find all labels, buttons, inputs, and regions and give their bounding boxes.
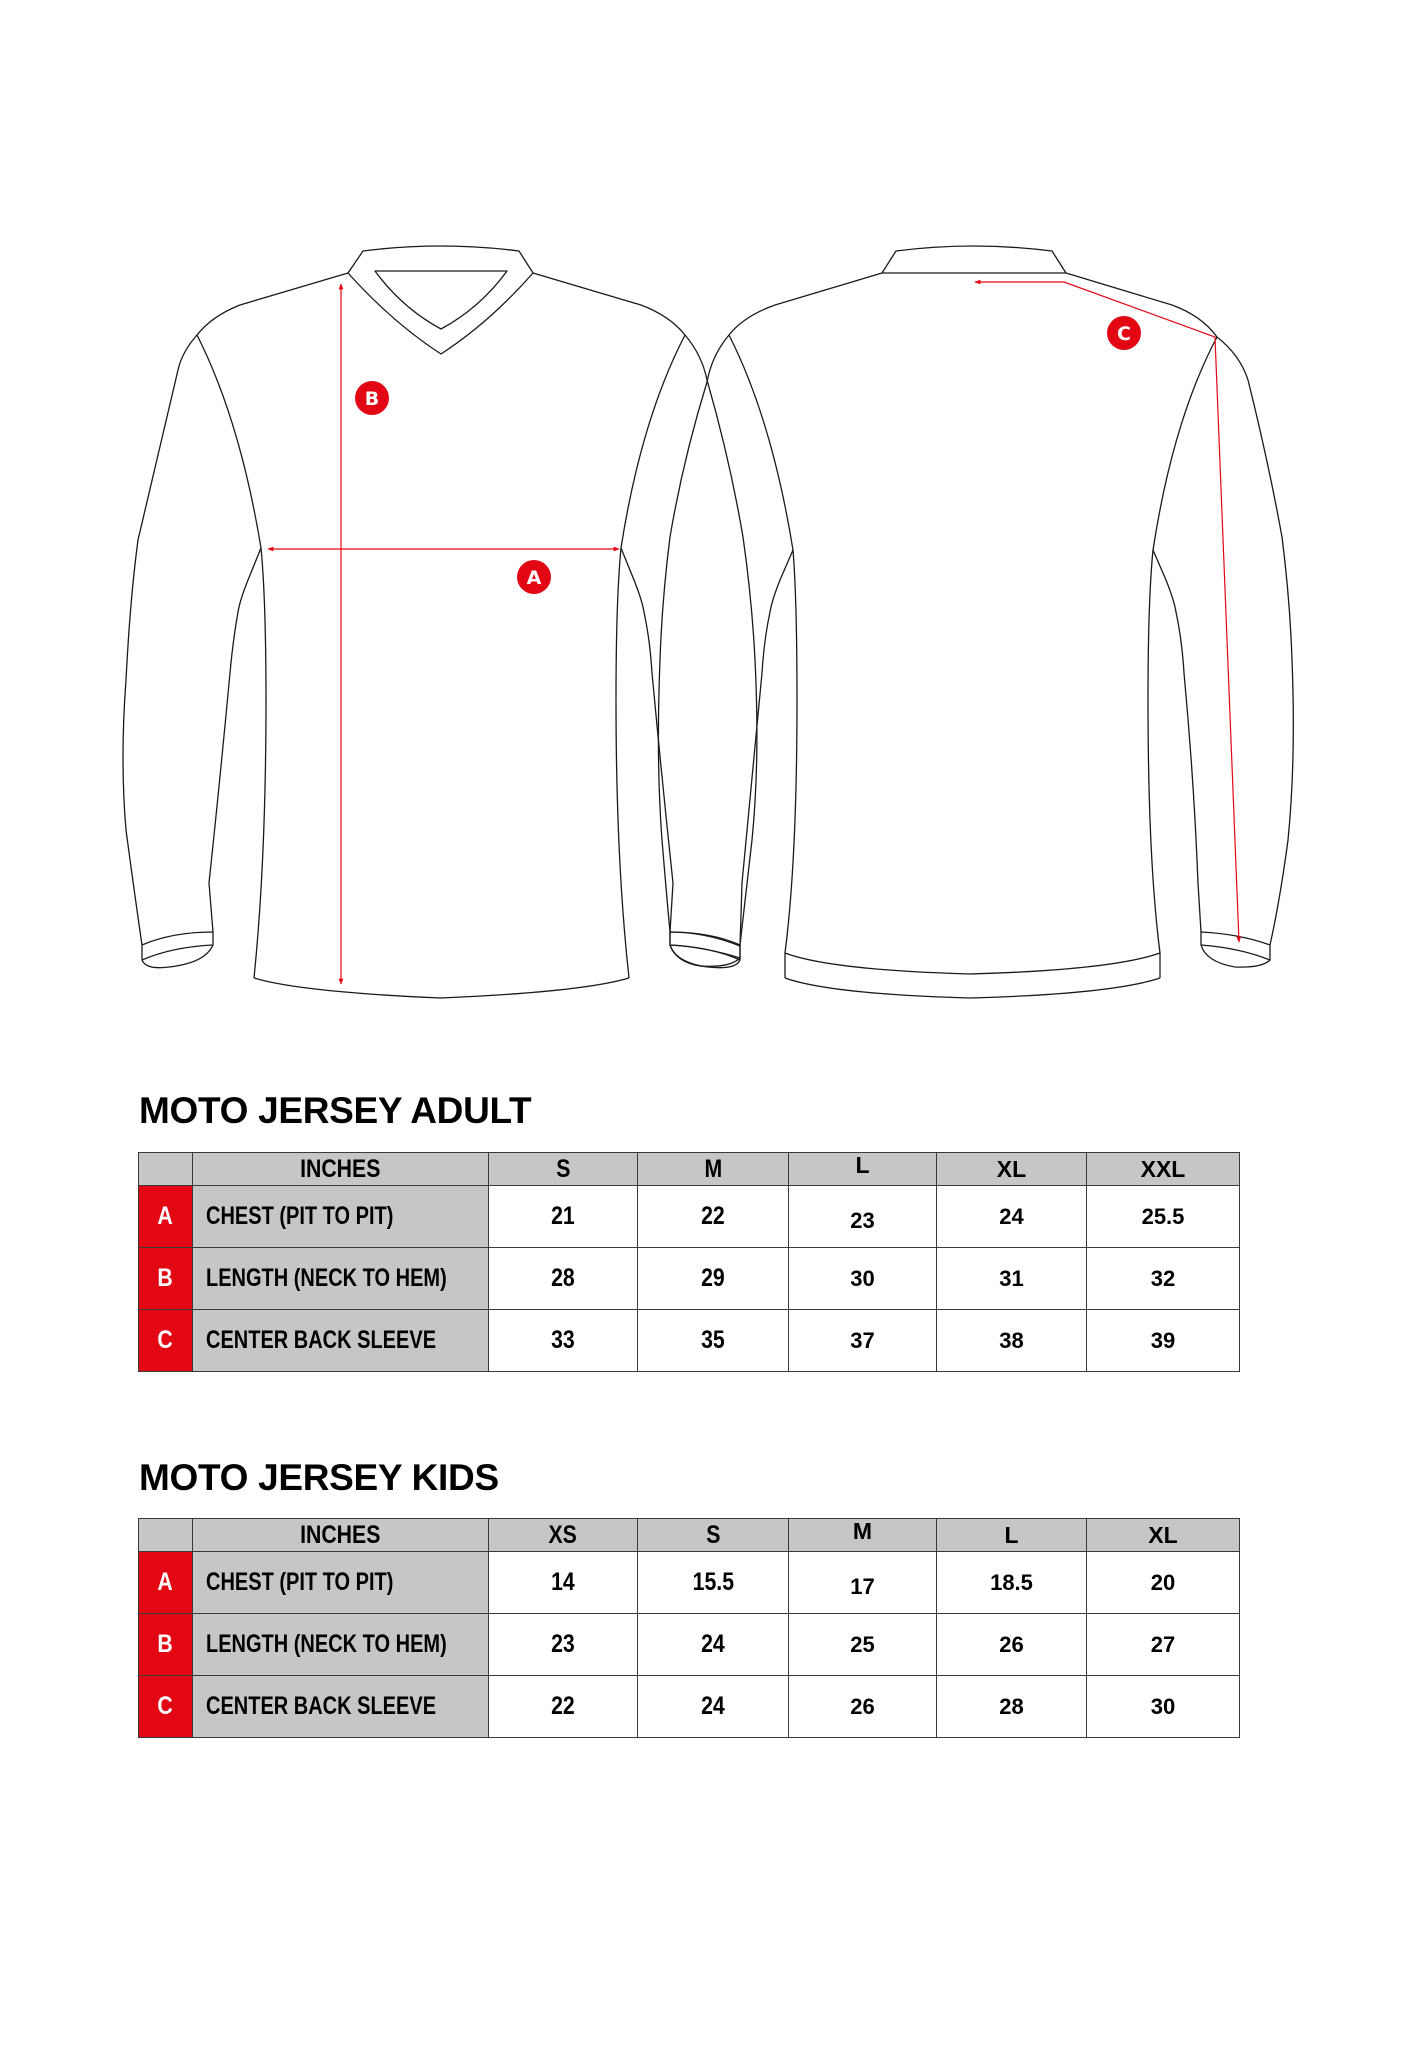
marker-a-badge	[517, 560, 551, 594]
row-label: CENTER BACK SLEEVE	[193, 1676, 489, 1738]
adult-header-size: L	[789, 1153, 937, 1186]
adult-row-sleeve	[139, 1310, 1240, 1372]
cell-value: 30	[1087, 1676, 1240, 1738]
marker-a-label: A	[526, 567, 542, 589]
cell-value: 24	[638, 1614, 789, 1676]
adult-header-size: M	[638, 1153, 789, 1186]
cell-value: 22	[638, 1186, 789, 1248]
kids-header-blank	[139, 1519, 193, 1552]
row-label: LENGTH (NECK TO HEM)	[193, 1614, 489, 1676]
front-hem	[254, 978, 629, 998]
cell-value: 32	[1087, 1248, 1240, 1310]
marker-c-badge	[1107, 316, 1141, 350]
adult-table-title: MOTO JERSEY ADULT	[139, 1090, 532, 1131]
row-letter-badge: B	[139, 1614, 193, 1676]
marker-b-badge	[355, 381, 389, 415]
row-letter-badge: A	[139, 1552, 193, 1614]
row-label: LENGTH (NECK TO HEM)	[193, 1248, 489, 1310]
cell-value: 39	[1087, 1310, 1240, 1372]
row-letter-badge: C	[139, 1676, 193, 1738]
marker-c-label: C	[1117, 323, 1131, 345]
cell-value: 35	[638, 1310, 789, 1372]
adult-row-chest	[139, 1186, 1240, 1248]
cell-value: 23	[489, 1614, 638, 1676]
row-letter-badge: C	[139, 1310, 193, 1372]
cell-value: 33	[489, 1310, 638, 1372]
back-collar	[882, 246, 1066, 273]
row-letter-badge: B	[139, 1248, 193, 1310]
cell-value: 21	[489, 1186, 638, 1248]
cell-value: 28	[489, 1248, 638, 1310]
adult-header-size: XXL	[1087, 1153, 1240, 1186]
front-collar	[348, 246, 533, 354]
kids-size-table	[138, 1518, 1240, 1738]
kids-header-size: S	[638, 1519, 789, 1552]
kids-header-size: M	[789, 1519, 937, 1552]
cell-value: 24	[937, 1186, 1087, 1248]
back-jersey	[658, 246, 1293, 998]
cell-value: 29	[638, 1248, 789, 1310]
cell-value: 26	[789, 1676, 937, 1738]
row-label: CHEST (PIT TO PIT)	[193, 1552, 489, 1614]
cell-value: 25.5	[1087, 1186, 1240, 1248]
cell-value: 31	[937, 1248, 1087, 1310]
marker-b-label: B	[364, 388, 380, 410]
adult-size-table	[138, 1152, 1240, 1372]
front-left-cuff	[142, 932, 213, 968]
cell-value: 25	[789, 1614, 937, 1676]
cell-value: 22	[489, 1676, 638, 1738]
adult-header-size: XL	[937, 1153, 1087, 1186]
row-letter-badge: A	[139, 1186, 193, 1248]
adult-header-unit: INCHES	[193, 1153, 489, 1186]
adult-header-row	[139, 1153, 1240, 1186]
back-right-cuff	[1201, 932, 1270, 967]
adult-header-blank	[139, 1153, 193, 1186]
kids-header-size: XL	[1087, 1519, 1240, 1552]
cell-value: 26	[937, 1614, 1087, 1676]
kids-header-size: XS	[489, 1519, 638, 1552]
cell-value: 23	[789, 1186, 937, 1248]
cell-value: 38	[937, 1310, 1087, 1372]
kids-row-chest	[139, 1552, 1240, 1614]
back-left-cuff	[670, 932, 740, 966]
kids-header-row	[139, 1519, 1240, 1552]
cell-value: 15.5	[638, 1552, 789, 1614]
kids-table-title: MOTO JERSEY KIDS	[139, 1457, 499, 1498]
cell-value: 28	[937, 1676, 1087, 1738]
kids-header-unit: INCHES	[193, 1519, 489, 1552]
row-label: CENTER BACK SLEEVE	[193, 1310, 489, 1372]
measure-c-line	[975, 282, 1239, 942]
cell-value: 30	[789, 1248, 937, 1310]
adult-row-length	[139, 1248, 1240, 1310]
cell-value: 14	[489, 1552, 638, 1614]
kids-header-size: L	[937, 1519, 1087, 1552]
adult-header-size: S	[489, 1153, 638, 1186]
cell-value: 27	[1087, 1614, 1240, 1676]
row-label: CHEST (PIT TO PIT)	[193, 1186, 489, 1248]
cell-value: 17	[789, 1552, 937, 1614]
cell-value: 24	[638, 1676, 789, 1738]
back-hem-band	[785, 953, 1160, 998]
cell-value: 37	[789, 1310, 937, 1372]
kids-row-sleeve	[139, 1676, 1240, 1738]
cell-value: 18.5	[937, 1552, 1087, 1614]
kids-row-length	[139, 1614, 1240, 1676]
cell-value: 20	[1087, 1552, 1240, 1614]
